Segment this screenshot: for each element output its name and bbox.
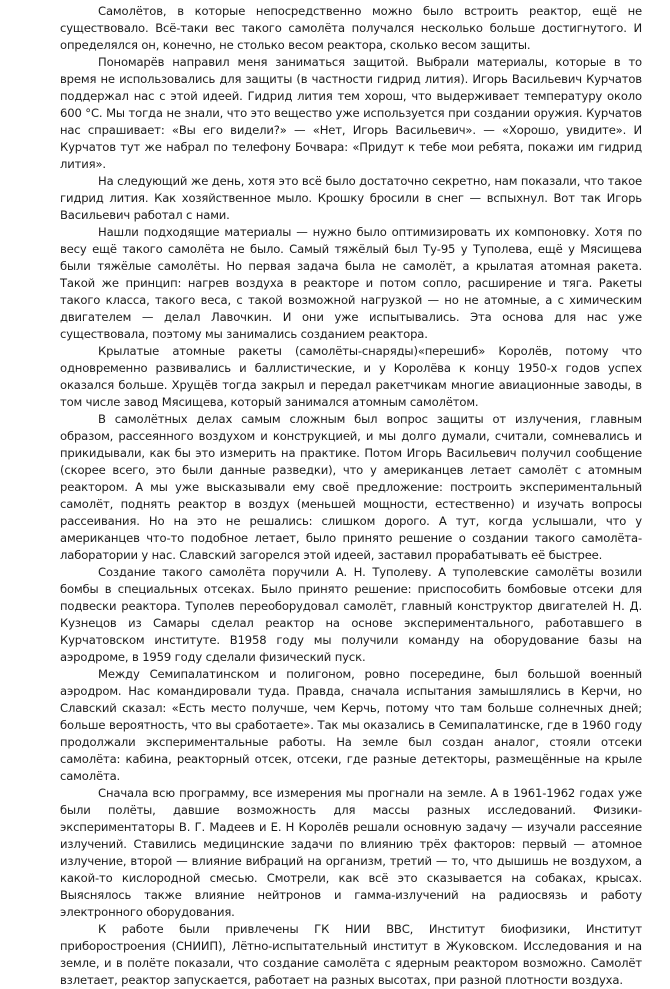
paragraph: Создание такого самолёта поручили А. Н. Туполеву. А туполевские самолёты возили бомбы в специальных отсеках. Было принято решение: приспособить бомбовые отсеки для подвески реактора. Туполев переоборудовал самолёт, главный конструктор двигателей Н. Д. Кузнецов из Самары сделал реактор на основе экспериментального, работавшего в Курчатовском институте. В1958 году мы получили команду на оборудование базы на аэродроме, в 1959 году сделали физический пуск. [60, 565, 642, 664]
paragraph: Самолётов, в которые непосредственно можно было встроить реактор, ещё не существовало. Всё-таки вес такого самолёта получался несколько больше достигнутого. И определялся он, конечно, не столько весом реактора, сколько весом защиты. [60, 4, 642, 52]
paragraph: К работе были привлечены ГК НИИ ВВС, Институт биофизики, Институт приборостроения (СНИИП), Лётно-испытательный институт в Жуковском. Исследования и на земле, и в полёте показали, что создание самолёта с ядерным реактором возможно. Самолёт взлетает, реактор запускается, работает на разных высотах, при разной плотности воздуха. [60, 922, 642, 987]
paragraph: Сначала всю программу, все измерения мы прогнали на земле. А в 1961-1962 годах уже были полёты, давшие возможность для массы разных исследований. Физики-экспериментаторы В. Г. Мадеев и Е. Н Королёв решали основную задачу — изучали рассеяние излучений. Ставились медицинские задачи по влиянию трёх факторов: первый — атомное излучение, второй — влияние вибраций на организм, третий — то, что дышишь не воздухом, а какой-то кислородной смесью. Смотрели, как всё это сказывается на собаках, крысах. Выяснялось также влияние нейтронов и гамма-излучений на радиосвязь и работу электронного оборудования. [60, 786, 642, 919]
paragraph: Пономарёв направил меня заниматься защитой. Выбрали материалы, которые в то время не использовались для защиты (в частности гидрид лития). Игорь Васильевич Курчатов поддержал нас с этой идеей. Гидрид лития тем хорош, что выдерживает температуру около 600 °С. Мы тогда не знали, что это вещество уже используется при создании оружия. Курчатов нас спрашивает: «Вы его видели?» — «Нет, Игорь Васильевич». — «Хорошо, увидите». И Курчатов тут же набрал по телефону Бочвара: «Придут к тебе мои ребята, покажи им гидрид лития». [60, 55, 642, 171]
paragraph: Крылатые атомные ракеты (самолёты-снаряды)«перешиб» Королёв, потому что одновременно развивались и баллистические, и у Королёва к концу 1950-х годов успех оказался больше. Хрущёв тогда закрыл и передал ракетчикам многие авиационные заводы, в том числе завод Мясищева, который занимался атомным самолётом. [60, 344, 642, 409]
paragraph: Нашли подходящие материалы — нужно было оптимизировать их компоновку. Хотя по весу ещё такого самолёта не было. Самый тяжёлый был Ту-95 у Туполева, ещё у Мясищева были тяжёлые самолёты. Но первая задача была не самолёт, а крылатая атомная ракета. Такой же принцип: нагрев воздуха в реакторе и потом сопло, расширение и тяга. Ракеты такого класса, такого веса, с такой возможной нагрузкой — но не атомные, а с химическим двигателем — делал Лавочкин. И они уже испытывались. Эта основа для нас уже существовала, поэтому мы занимались созданием реактора. [60, 225, 642, 341]
paragraph: Между Семипалатинском и полигоном, ровно посередине, был большой военный аэродром. Нас командировали туда. Правда, сначала испытания замышлялись в Керчи, но Славский сказал: «Есть место получше, чем Керчь, потому что там больше солнечных дней; больше вероятность, что вы сработаете». Так мы оказались в Семипалатинске, где в 1960 году продолжали экспериментальные работы. На земле был создан аналог, стояли отсеки самолёта: кабина, реакторный отсек, отсеки, где разные детекторы, размещённые на крыле самолёта. [60, 667, 642, 783]
paragraph: В самолётных делах самым сложным был вопрос защиты от излучения, главным образом, рассеянного воздухом и конструкцией, и мы долго думали, считали, сомневались и прикидывали, как бы это измерить на практике. Потом Игорь Васильевич получил сообщение (скорее всего, это были данные разведки), что у американцев летает самолёт с атомным реактором. А мы уже высказывали ему своё предложение: построить экспериментальный самолёт, поднять реактор в воздух (меньшей мощности, естественно) и изучать вопросы рассеивания. Но на это не решались: слишком дорого. А тут, когда услышали, что у американцев что-то подобное летает, было принято решение о создании такого самолёта-лаборатории у нас. Славский загорелся этой идеей, заставил прорабатывать её быстрее. [60, 412, 642, 562]
paragraph: На следующий же день, хотя это всё было достаточно секретно, нам показали, что такое гидрид лития. Как хозяйственное мыло. Крошку бросили в снег — вспыхнул. Вот так Игорь Васильевич работал с нами. [60, 174, 642, 222]
